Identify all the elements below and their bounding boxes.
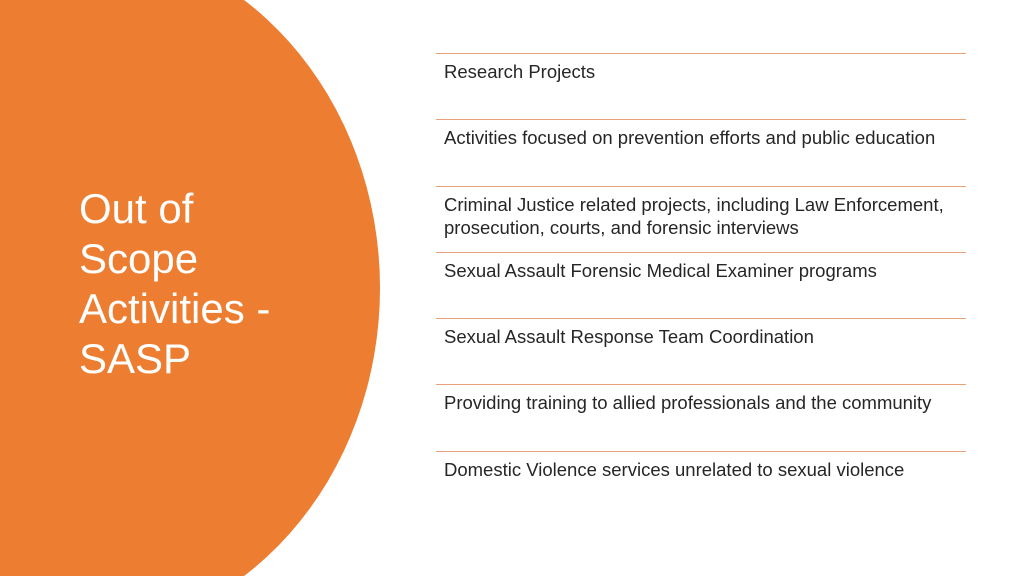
slide-title xyxy=(79,184,339,384)
list-item: Domestic Violence services unrelated to sexual violence xyxy=(444,458,905,480)
list-item: Criminal Justice related projects, including Law Enforcement, prosecution, courts, and forensic interviews xyxy=(436,187,966,253)
list-item: Sexual Assault Forensic Medical Examiner programs xyxy=(436,253,966,319)
list-item: Research Projects xyxy=(436,54,966,120)
title-line: Scope xyxy=(79,235,199,282)
list-item: Activities focused on prevention efforts and public education xyxy=(436,120,966,186)
title-line: Out of xyxy=(79,185,194,232)
list-item: Providing training to allied professionals and the community xyxy=(436,385,966,451)
list-item: Sexual Assault Response Team Coordination xyxy=(436,319,966,385)
title-line: Activities - xyxy=(79,285,271,332)
activity-list xyxy=(436,53,966,518)
title-line: SASP xyxy=(79,335,192,382)
